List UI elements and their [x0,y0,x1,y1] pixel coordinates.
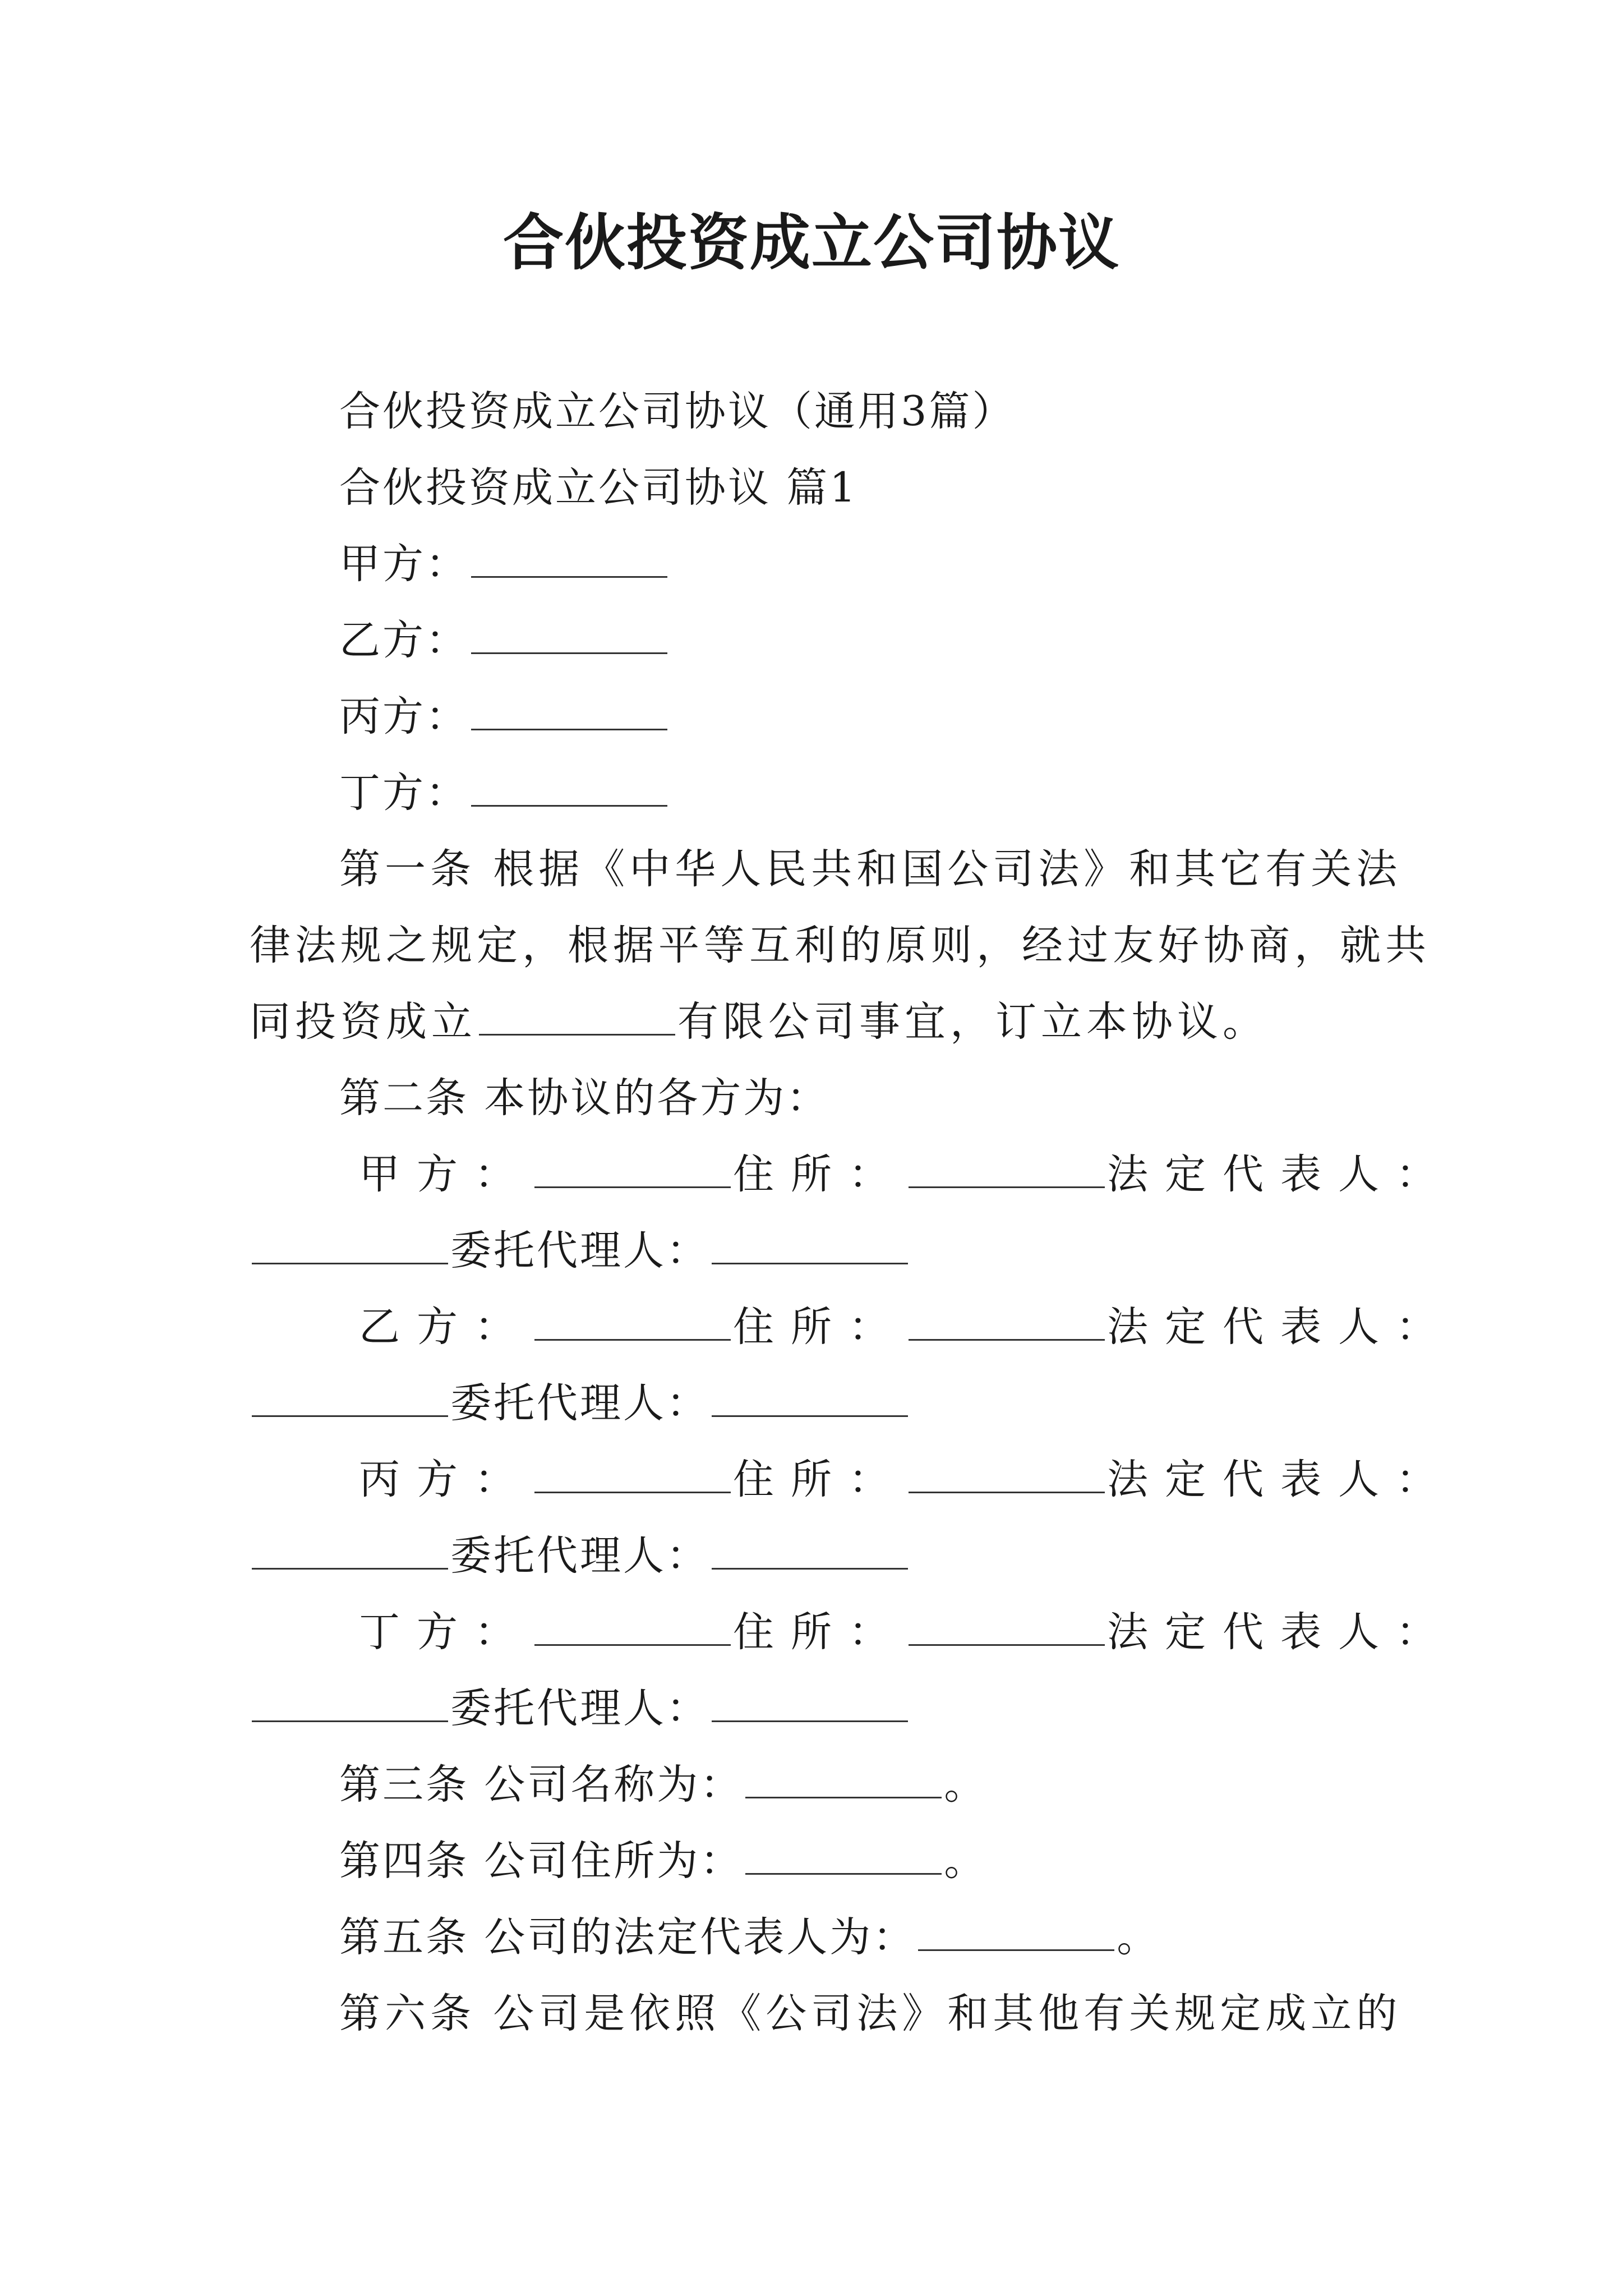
article2-ding-rep-blank [252,1683,448,1722]
article1-line1: 第一条 根据《中华人民共和国公司法》和其它有关法 [339,845,1402,893]
party-jia-line [339,537,670,591]
party-yi-blank [471,615,667,654]
article2-ding-agent-line [250,1682,910,1736]
article5-blank [918,1912,1114,1951]
article4-blank [745,1836,942,1875]
article2-bing-agent-label: 委托代理人： [450,1532,709,1580]
article2-yi-label: 乙方： [359,1303,532,1351]
article2-yi-rep-blank [252,1378,448,1417]
article2-bing-name-blank [534,1455,731,1493]
article2-jia-rep-label: 法定代表人： [1107,1151,1454,1198]
article1-line3-start: 同投资成立 [250,998,477,1046]
company-name-blank [479,997,675,1036]
article4-text: 第四条 公司住所为： [339,1837,744,1885]
party-bing-label: 丙方： [339,693,469,740]
article2-ding-rep-label: 法定代表人： [1107,1608,1454,1656]
article2-bing-rep-blank [252,1531,448,1570]
party-yi-line [339,614,670,668]
article2-jia-rep-blank [252,1226,448,1264]
article2-yi-agent-blank [712,1378,908,1417]
article4-line [339,1834,987,1888]
party-yi-label: 乙方： [339,616,469,664]
article2-bing-label: 丙方： [359,1456,532,1503]
article2-jia-agent-blank [712,1226,908,1264]
article2-yi-agent-label: 委托代理人： [450,1379,709,1427]
article2-ding-label: 丁方： [359,1608,532,1656]
party-ding-line [339,766,670,820]
document-subtitle: 合伙投资成立公司协议（通用3篇） [339,388,1016,435]
article2-ding-address-blank [909,1607,1105,1646]
article2-yi-name-blank [534,1302,731,1341]
article2-jia-name-blank [534,1149,731,1188]
article5-line [339,1911,1160,1964]
article4-end: 。 [944,1837,988,1885]
article1-line3 [250,995,1268,1049]
article2-bing-agent-line [250,1529,910,1583]
article2-jia-address-label: 住所： [733,1151,906,1198]
article2-ding-address-label: 住所： [733,1608,906,1656]
article2-heading: 第二条 本协议的各方为： [339,1074,830,1122]
article5-end: 。 [1117,1913,1160,1961]
article3-blank [745,1760,942,1798]
article3-text: 第三条 公司名称为： [339,1761,744,1809]
article2-yi-agent-line [250,1377,910,1430]
article2-yi-rep-label: 法定代表人： [1107,1303,1454,1351]
article5-text: 第五条 公司的法定代表人为： [339,1913,916,1961]
article1-line3-end: 有限公司事宜，订立本协议。 [677,998,1268,1046]
article3-line [339,1758,987,1812]
section-heading: 合伙投资成立公司协议 篇1 [339,464,858,512]
article2-yi-line [359,1300,1454,1354]
article2-bing-line [359,1453,1454,1507]
article1-line2: 律法规之规定，根据平等互利的原则，经过友好协商，就共 [250,922,1431,969]
article2-jia-address-blank [909,1149,1105,1188]
article2-jia-agent-label: 委托代理人： [450,1227,709,1274]
article2-jia-line [359,1148,1454,1202]
article2-ding-name-blank [534,1607,731,1646]
article6-line1: 第六条 公司是依照《公司法》和其他有关规定成立的 [339,1990,1402,2037]
article2-jia-agent-line [250,1224,910,1278]
article2-jia-label: 甲方： [359,1151,532,1198]
document-title: 合伙投资成立公司协议 [502,208,1120,278]
article2-bing-address-label: 住所： [733,1456,906,1503]
article3-end: 。 [944,1761,988,1809]
article2-bing-address-blank [909,1455,1105,1493]
party-jia-blank [471,539,667,578]
party-ding-label: 丁方： [339,769,469,817]
article2-ding-line [359,1605,1454,1659]
article2-bing-agent-blank [712,1531,908,1570]
party-bing-line [339,690,670,744]
article2-yi-address-blank [909,1302,1105,1341]
article2-bing-rep-label: 法定代表人： [1107,1456,1454,1503]
article2-yi-address-label: 住所： [733,1303,906,1351]
article2-ding-agent-label: 委托代理人： [450,1685,709,1732]
party-bing-blank [471,692,667,730]
party-jia-label: 甲方： [339,540,469,588]
article2-ding-agent-blank [712,1683,908,1722]
party-ding-blank [471,768,667,807]
